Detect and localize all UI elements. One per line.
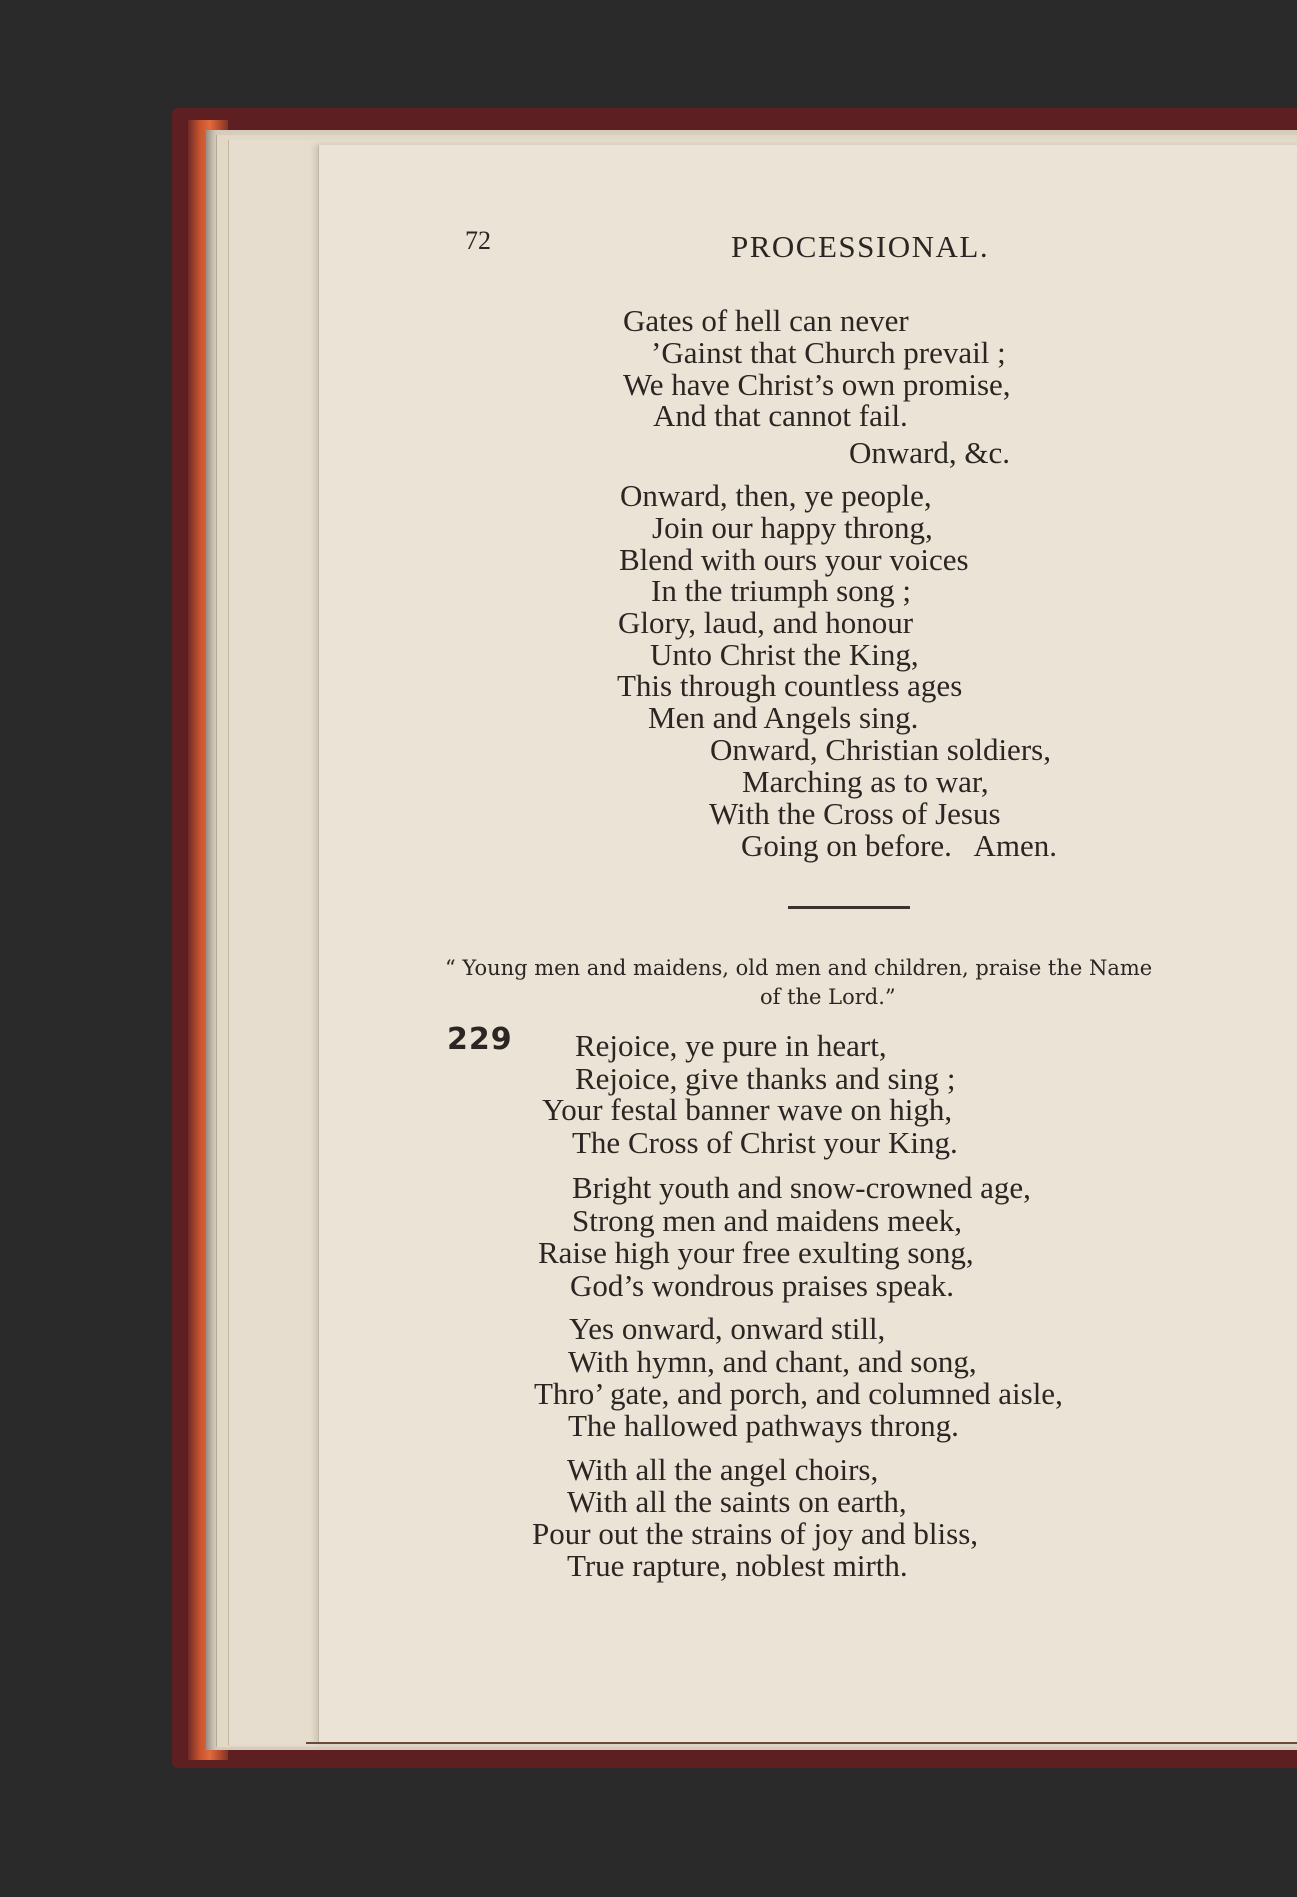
- verse-line: Gates of hell can never: [623, 303, 909, 338]
- verse-line: With all the angel choirs,: [567, 1452, 879, 1487]
- verse-line: Onward, then, ye people,: [620, 478, 932, 513]
- verse-line: This through countless ages: [617, 668, 963, 703]
- verse-line: Thro’ gate, and porch, and columned aisle,: [534, 1376, 1063, 1411]
- refrain-cue: Onward, &c.: [849, 435, 1010, 470]
- verse-line: Strong men and maidens meek,: [572, 1203, 962, 1238]
- refrain-line: Marching as to war,: [742, 764, 989, 799]
- verse-line: Rejoice, give thanks and sing ;: [575, 1061, 956, 1096]
- verse-line: God’s wondrous praises speak.: [570, 1268, 955, 1303]
- running-head: PROCESSIONAL.: [731, 229, 990, 264]
- verse-line: Blend with ours your voices: [619, 542, 969, 577]
- refrain-line: Onward, Christian soldiers,: [710, 732, 1051, 767]
- verse-line: Join our happy throng,: [652, 510, 933, 545]
- verse-line: Rejoice, ye pure in heart,: [575, 1028, 887, 1063]
- verse-line: Bright youth and snow-crowned age,: [572, 1170, 1031, 1205]
- verse-line: In the triumph song ;: [651, 573, 912, 608]
- hymn-number: 229: [447, 1022, 513, 1057]
- section-rule: [788, 906, 910, 909]
- page-bottom-edge: [306, 1742, 1297, 1744]
- verse-line: Unto Christ the King,: [650, 637, 919, 672]
- verse-line: Men and Angels sing.: [648, 700, 919, 735]
- verse-line: With all the saints on earth,: [567, 1484, 907, 1519]
- verse-line: And that cannot fail.: [653, 398, 908, 433]
- verse-line: Glory, laud, and honour: [618, 605, 914, 640]
- verse-line: We have Christ’s own promise,: [623, 367, 1011, 402]
- refrain-line: Going on before. Amen.: [741, 828, 1057, 863]
- verse-line: Raise high your free exulting song,: [538, 1235, 974, 1270]
- verse-line: The hallowed pathways throng.: [568, 1408, 959, 1443]
- verse-line: With hymn, and chant, and song,: [568, 1344, 977, 1379]
- epigraph-line: “ Young men and maidens, old men and children, praise the Name: [445, 956, 1153, 980]
- refrain-line: With the Cross of Jesus: [709, 796, 1001, 831]
- verse-line: The Cross of Christ your King.: [572, 1125, 958, 1160]
- verse-line: ’Gainst that Church prevail ;: [651, 335, 1006, 370]
- verse-line: True rapture, noblest mirth.: [567, 1548, 908, 1583]
- epigraph-line: of the Lord.”: [760, 985, 896, 1009]
- verse-line: Your festal banner wave on high,: [542, 1092, 953, 1127]
- page-number: 72: [465, 226, 491, 255]
- verse-line: Yes onward, onward still,: [569, 1311, 886, 1346]
- verse-line: Pour out the strains of joy and bliss,: [532, 1516, 979, 1551]
